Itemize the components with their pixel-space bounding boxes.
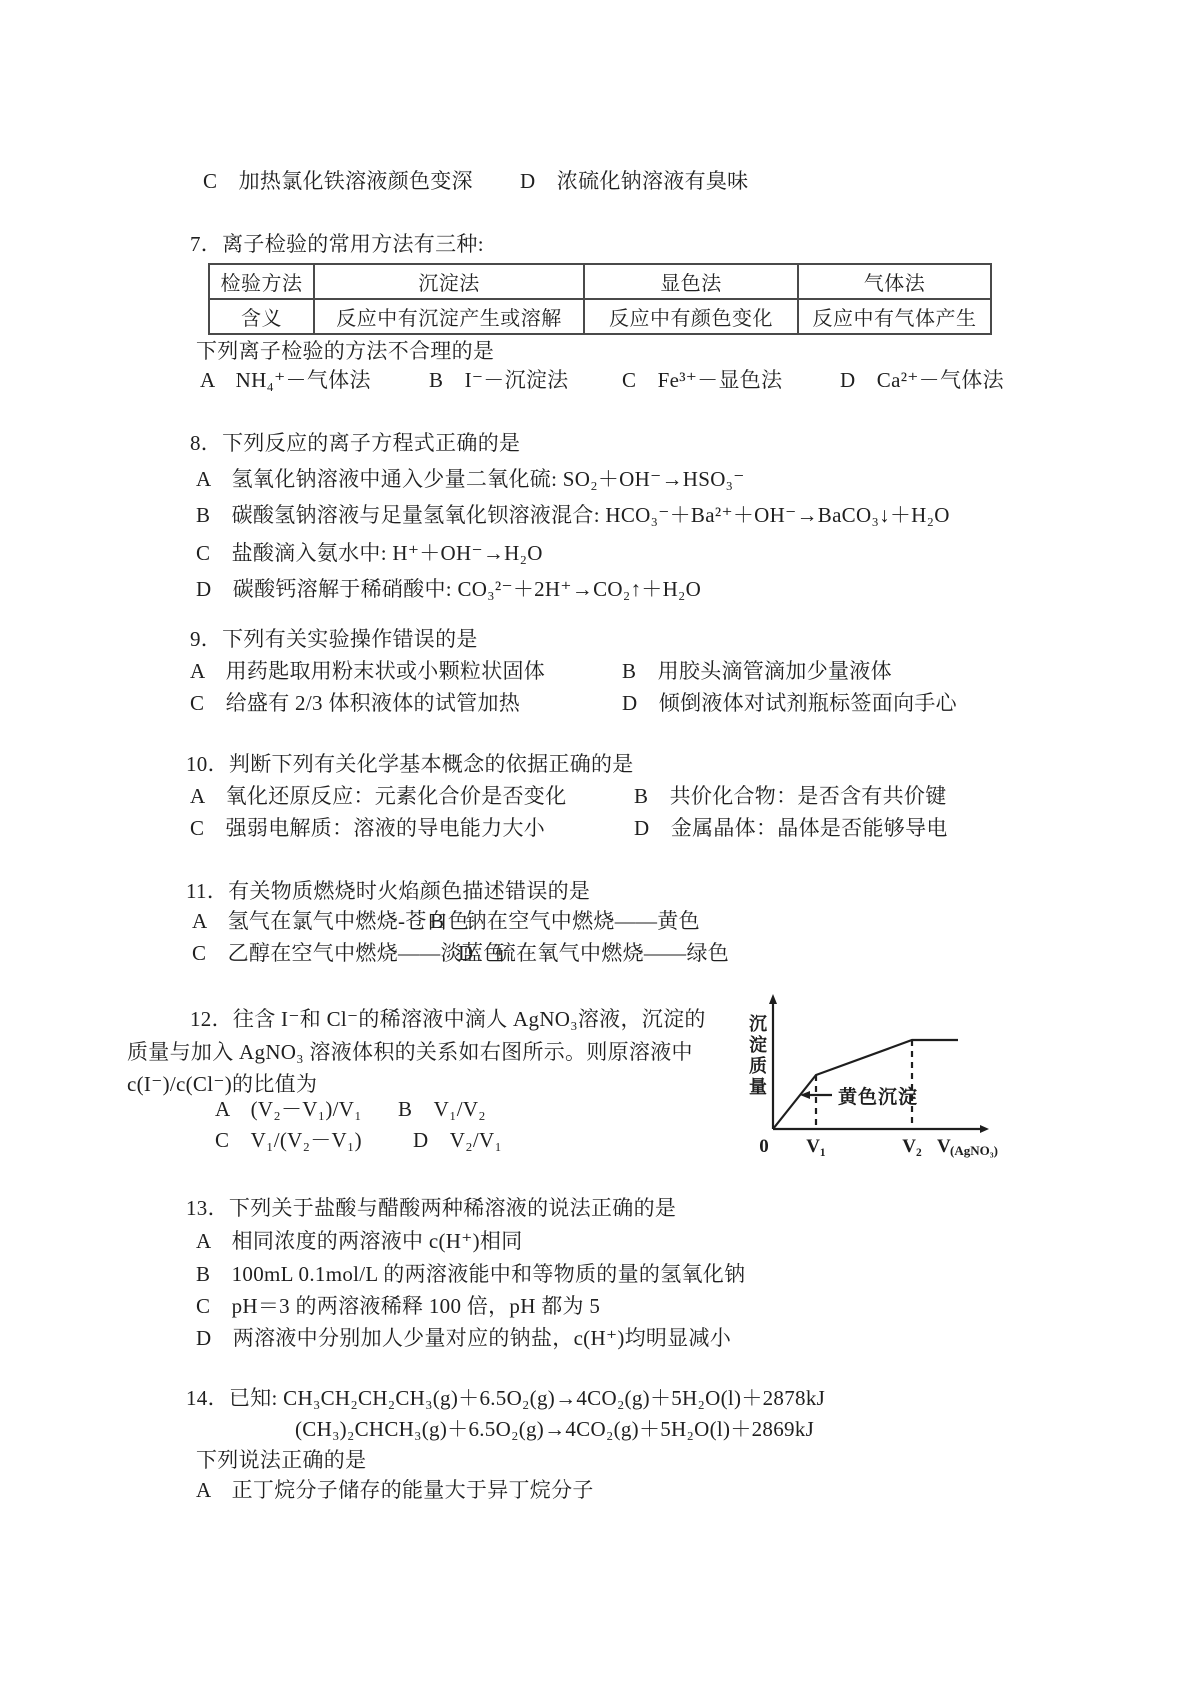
q7-table-meaning-label: 含义 (209, 299, 314, 334)
origin-label: 0 (759, 1136, 769, 1157)
q7-table-header-gas: 气体法 (798, 264, 991, 299)
q7-option-c: C Fe³⁺－显色法 (622, 368, 783, 392)
q6-option-d: D 浓硫化钠溶液有臭味 (520, 169, 749, 193)
y-axis-arrow-icon (769, 994, 777, 1004)
q9-option-d: D 倾倒液体对试剂瓶标签面向手心 (622, 691, 957, 715)
q7-table (208, 263, 992, 335)
v2-tick-label: V₂ (902, 1136, 922, 1157)
q7-option-b: B I⁻－沉淀法 (429, 368, 569, 392)
q9-title: 9．下列有关实验操作错误的是 (190, 627, 478, 651)
q13-title: 13．下列关于盐酸与醋酸两种稀溶液的说法正确的是 (186, 1196, 677, 1220)
x-axis-label: V (937, 1136, 951, 1157)
q7-table-header-precipitation: 沉淀法 (314, 264, 584, 299)
q12-line1: 12．往含 I⁻和 Cl⁻的稀溶液中滴人 AgNO₃溶液，沉淀的 (190, 1007, 706, 1031)
q8-title: 8．下列反应的离子方程式正确的是 (190, 431, 521, 455)
q12-option-a: A (V₂－V₁)/V₁ (215, 1097, 362, 1121)
q7-table-meaning-color: 反应中有颜色变化 (584, 299, 798, 334)
q12-option-c: C V₁/(V₂－V₁) (215, 1128, 362, 1152)
q12-figure (690, 990, 1000, 1175)
q10-option-b: B 共价化合物：是否含有共价键 (634, 784, 947, 808)
q12-option-b: B V₁/V₂ (398, 1097, 486, 1121)
q11-option-c: C 乙醇在空气中燃烧——淡蓝色 (192, 941, 505, 965)
q7-table-header-color: 显色法 (584, 264, 798, 299)
q14-option-a: A 正丁烷分子储存的能量大于异丁烷分子 (196, 1478, 594, 1502)
q9-option-a: A 用药匙取用粉末状或小颗粒状固体 (190, 659, 546, 683)
q8-option-a: A 氢氧化钠溶液中通入少量二氧化硫: SO₂＋OH⁻→HSO₃⁻ (196, 467, 745, 491)
v1-tick-label: V₁ (806, 1136, 826, 1157)
q9-option-c: C 给盛有 2/3 体积液体的试管加热 (190, 691, 521, 715)
q11-option-b: B 钠在空气中燃烧——黄色 (430, 909, 700, 933)
q11-option-d: D 硫在氧气中燃烧——绿色 (458, 941, 730, 965)
q10-option-a: A 氧化还原反应：元素化合价是否变化 (190, 784, 567, 808)
q13-option-c: C pH＝3 的两溶液稀释 100 倍，pH 都为 5 (196, 1294, 601, 1318)
q14-stem: 下列说法正确的是 (196, 1448, 367, 1472)
q9-option-b: B 用胶头滴管滴加少量液体 (622, 659, 892, 683)
q12-chart (690, 990, 1000, 1175)
q7-option-d: D Ca²⁺－气体法 (840, 368, 1004, 392)
yellow-precipitate-annotation: 黄色沉淀 (838, 1087, 919, 1108)
x-axis-arrow-icon (980, 1125, 989, 1133)
q10-option-d: D 金属晶体：晶体是否能够导电 (634, 816, 948, 840)
q11-option-a: A 氢气在氯气中燃烧-苍白色 (192, 909, 470, 933)
q6-option-c: C 加热氯化铁溶液颜色变深 (203, 169, 473, 193)
q10-option-c: C 强弱电解质：溶液的导电能力大小 (190, 816, 546, 840)
q14-line2: (CH₃)₂CHCH₃(g)＋6.5O₂(g)→4CO₂(g)＋5H₂O(l)＋2869kJ (295, 1417, 815, 1441)
q12-line2: 质量与加入 AgNO₃ 溶液体积的关系如右图所示。则原溶液中 (127, 1040, 693, 1064)
q7-table-meaning-gas: 反应中有气体产生 (798, 299, 991, 334)
q10-title: 10．判断下列有关化学基本概念的依据正确的是 (186, 752, 634, 776)
q7-title: 7．离子检验的常用方法有三种: (190, 232, 484, 256)
q12-line3: c(I⁻)/c(Cl⁻)的比值为 (127, 1072, 318, 1096)
q7-table-meaning-row (209, 299, 991, 334)
q8-option-c: C 盐酸滴入氨水中: H⁺＋OH⁻→H₂O (196, 541, 543, 565)
precipitate-mass-curve (773, 1040, 958, 1129)
q7-table-meaning-precipitation: 反应中有沉淀产生或溶解 (314, 299, 584, 334)
q13-option-a: A 相同浓度的两溶液中 c(H⁺)相同 (196, 1229, 523, 1253)
q7-option-a: A NH₄⁺－气体法 (200, 368, 371, 392)
q11-title: 11．有关物质燃烧时火焰颜色描述错误的是 (186, 879, 591, 903)
q14-line1: 14．已知: CH₃CH₂CH₂CH₃(g)＋6.5O₂(g)→4CO₂(g)＋5H₂O(l)＋2878kJ (186, 1386, 826, 1410)
q12-figure-y-axis-label: 沉淀质量 (747, 1014, 767, 1098)
q13-option-d: D 两溶液中分别加人少量对应的钠盐，c(H⁺)均明显减小 (196, 1326, 732, 1350)
q13-option-b: B 100mL 0.1mol/L 的两溶液能中和等物质的量的氢氧化钠 (196, 1262, 746, 1286)
q7-stem: 下列离子检验的方法不合理的是 (196, 339, 495, 363)
q7-table-header-method: 检验方法 (209, 264, 314, 299)
q8-option-b: B 碳酸氢钠溶液与足量氢氧化钡溶液混合: HCO₃⁻＋Ba²⁺＋OH⁻→BaCO₃↓＋H₂O (196, 503, 950, 527)
q7-table-header-row (209, 264, 991, 299)
x-axis-label-subscript: (AgNO₃) (950, 1143, 998, 1158)
q8-option-d: D 碳酸钙溶解于稀硝酸中: CO₃²⁻＋2H⁺→CO₂↑＋H₂O (196, 577, 702, 601)
q12-option-d: D V₂/V₁ (413, 1128, 503, 1152)
